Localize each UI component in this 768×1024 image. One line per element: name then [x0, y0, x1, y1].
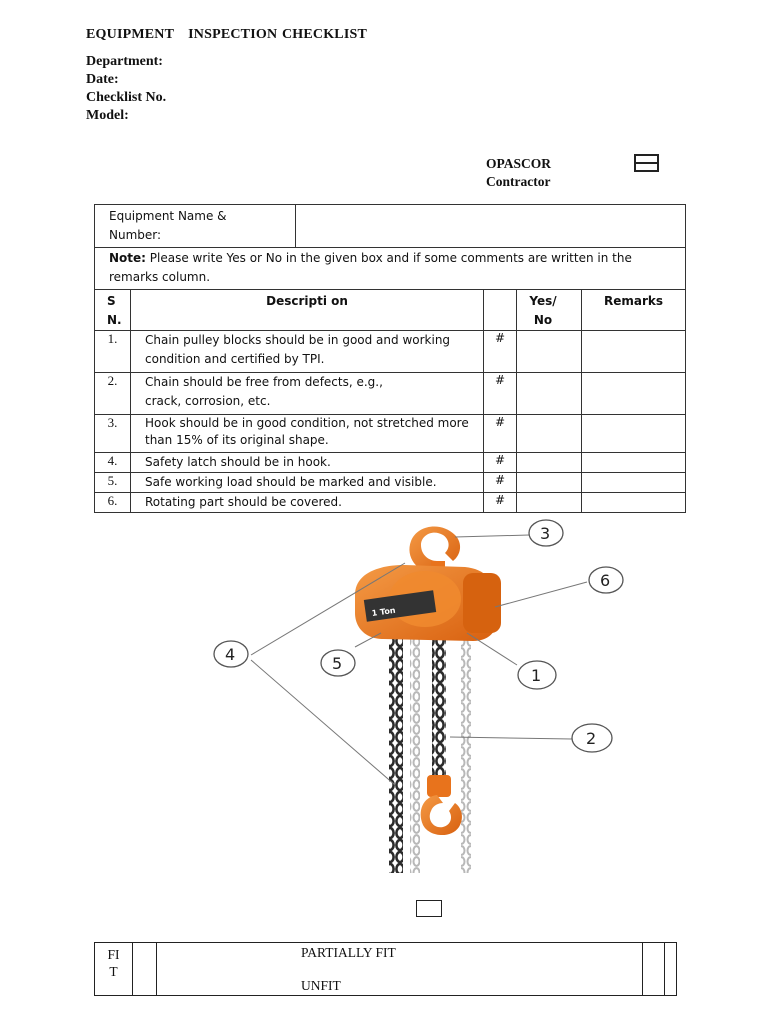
callout-1-label: 1 [531, 666, 542, 685]
company-role: Contractor [486, 174, 551, 189]
hand-wheel-cover [463, 573, 501, 633]
row-mark: # [484, 373, 517, 415]
column-header-description: Descripti on [131, 290, 484, 331]
table-row [95, 331, 686, 373]
blank-checkbox[interactable] [416, 900, 442, 917]
row-sn: 5. [95, 473, 131, 493]
fitness-status-table [94, 942, 677, 996]
row-sn: 6. [95, 493, 131, 513]
callout-5-label: 5 [332, 654, 343, 673]
title-equipment: EQUIPMENT [86, 27, 175, 42]
row-mark: # [484, 473, 517, 493]
callout-2 [572, 724, 612, 752]
contractor-checkbox[interactable] [634, 154, 659, 172]
table-row [95, 473, 686, 493]
note-text: Please write Yes or No in the given box and if some comments are written in the remarks column. [109, 251, 632, 284]
row-answer-field[interactable] [517, 331, 582, 373]
note-label: Note: [109, 251, 146, 265]
row-description: Safety latch should be in hook. [131, 453, 484, 473]
callout-4-label: 4 [225, 645, 236, 664]
fit-text: FIT [107, 947, 120, 979]
hand-chain-outer [461, 623, 471, 873]
department-label: Department: [86, 54, 163, 69]
row-remarks-field[interactable] [582, 415, 686, 453]
row-remarks-field[interactable] [582, 373, 686, 415]
column-header-yes-no: Yes/ No [517, 290, 582, 331]
callout-1 [518, 661, 556, 689]
callout-2-label: 2 [586, 729, 597, 748]
inspection-table [94, 204, 686, 513]
row-answer-field[interactable] [517, 493, 582, 513]
row-mark: # [484, 331, 517, 373]
unfit-label: UNFIT [301, 978, 341, 993]
row-remarks-field[interactable] [582, 493, 686, 513]
load-chain-right [432, 633, 446, 793]
partially-fit-label: PARTIALLY FIT [301, 945, 396, 960]
load-chain-left [389, 633, 403, 873]
checklist-no-label: Checklist No. [86, 90, 167, 105]
row-description: Rotating part should be covered. [131, 493, 484, 513]
row-description: Chain pulley blocks should be in good and working condition and certified by TPI. [131, 331, 484, 373]
fit-checkbox[interactable] [133, 943, 157, 996]
plate-text: 1 Ton [371, 605, 397, 618]
bottom-block [427, 775, 451, 797]
row-mark: # [484, 415, 517, 453]
table-row [95, 415, 686, 453]
row-sn: 1. [95, 331, 131, 373]
chain-hoist-diagram [205, 515, 645, 875]
callout-4 [214, 641, 248, 667]
equipment-name-label: Equipment Name & Number: [95, 205, 296, 248]
row-remarks-field[interactable] [582, 453, 686, 473]
company-name: OPASCOR [486, 156, 552, 171]
row-sn: 2. [95, 373, 131, 415]
bottom-hook [421, 795, 462, 835]
title-inspection-checklist: INSPECTION CHECKLIST [188, 27, 368, 42]
row-remarks-field[interactable] [582, 473, 686, 493]
callout-3-label: 3 [540, 524, 551, 543]
equipment-name-field[interactable] [296, 205, 686, 248]
row-description: Safe working load should be marked and visible. [131, 473, 484, 493]
row-mark: # [484, 493, 517, 513]
hand-chain-inner [410, 633, 420, 873]
table-row [95, 373, 686, 415]
row-mark: # [484, 453, 517, 473]
column-header-blank [484, 290, 517, 331]
row-description: Hook should be in good condition, not stretched more than 15% of its original shape. [131, 415, 484, 453]
table-row [95, 453, 686, 473]
document-title [86, 27, 367, 43]
company-block [486, 155, 551, 191]
date-label: Date: [86, 72, 119, 87]
status-fit-label [95, 943, 133, 996]
row-answer-field[interactable] [517, 453, 582, 473]
column-header-remarks: Remarks [582, 290, 686, 331]
row-remarks-field[interactable] [582, 331, 686, 373]
row-answer-field[interactable] [517, 373, 582, 415]
status-labels-cell [157, 943, 643, 996]
row-sn: 4. [95, 453, 131, 473]
callout-5 [321, 650, 355, 676]
row-answer-field[interactable] [517, 415, 582, 453]
callout-3 [529, 520, 563, 546]
note-cell [95, 248, 686, 290]
row-description: Chain should be free from defects, e.g., crack, corrosion, etc. [131, 373, 484, 415]
unfit-checkbox[interactable] [665, 943, 677, 996]
row-sn: 3. [95, 415, 131, 453]
partially-fit-checkbox[interactable] [643, 943, 665, 996]
model-label: Model: [86, 108, 129, 123]
callout-6 [589, 567, 623, 593]
column-header-sn: S N. [95, 290, 131, 331]
table-row [95, 493, 686, 513]
row-answer-field[interactable] [517, 473, 582, 493]
callout-6-label: 6 [600, 571, 611, 590]
